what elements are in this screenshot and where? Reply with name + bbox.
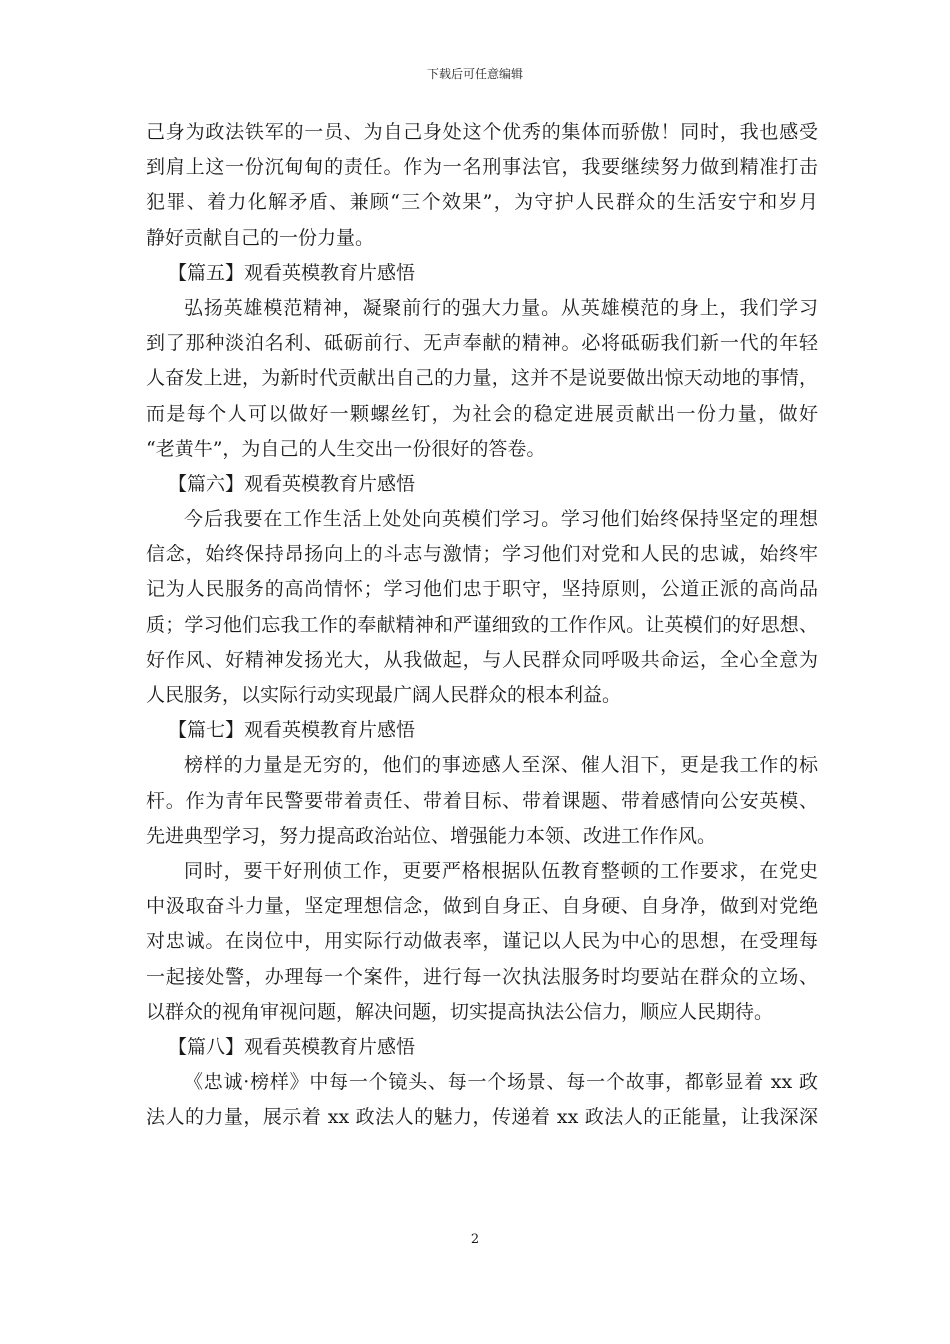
text-line: “老黄牛”，为自己的人生交出一份很好的答卷。 (146, 437, 546, 460)
text-line: 质；学习他们忘我工作的奉献精神和严谨细致的工作作风。让英模们的好思想、 (146, 613, 818, 636)
document-body (146, 115, 818, 1135)
text-line: 对忠诚。在岗位中，用实际行动做表率，谨记以人民为中心的思想，在受理每 (146, 930, 818, 953)
section-heading: 【篇八】观看英模教育片感悟 (168, 1035, 416, 1058)
text-line: 人民服务，以实际行动实现最广阔人民群众的根本利益。 (146, 684, 622, 706)
text-line: 法人的力量，展示着 xx 政法人的魅力，传递着 xx 政法人的正能量，让我深深 (146, 1106, 818, 1129)
text-line: 以群众的视角审视问题，解决问题，切实提高执法公信力，顺应人民期待。 (146, 1000, 774, 1023)
text-line: 到了那种淡泊名利、砥砺前行、无声奉献的精神。必将砥砺我们新一代的年轻 (146, 332, 818, 355)
text-line: 中汲取奋斗力量，坚定理想信念，做到自身正、自身硬、自身净，做到对党绝 (146, 895, 818, 918)
text-line: 人奋发上进，为新时代贡献出自己的力量，这并不是说要做出惊天动地的事情， (146, 367, 818, 390)
text-line: 静好贡献自己的一份力量。 (146, 226, 375, 249)
text-line: 同时，要干好刑侦工作，更要严格根据队伍教育整顿的工作要求，在党史 (184, 859, 818, 882)
text-line: 犯罪、着力化解矛盾、兼顾“三个效果”，为守护人民群众的生活安宁和岁月 (146, 191, 818, 214)
text-line: 弘扬英雄模范精神，凝聚前行的强大力量。从英雄模范的身上，我们学习 (184, 296, 818, 319)
text-line: 记为人民服务的高尚情怀；学习他们忠于职守，坚持原则，公道正派的高尚品 (146, 578, 818, 601)
page-number: 2 (470, 1232, 480, 1247)
text-line: 信念，始终保持昂扬向上的斗志与激情；学习他们对党和人民的忠诚，始终牢 (146, 543, 818, 566)
text-line: 今后我要在工作生活上处处向英模们学习。学习他们始终保持坚定的理想 (184, 508, 818, 531)
text-line: 到肩上这一份沉甸甸的责任。作为一名刑事法官，我要继续努力做到精准打击 (146, 156, 818, 179)
text-line: 而是每个人可以做好一颗螺丝钉，为社会的稳定进展贡献出一份力量，做好 (146, 402, 818, 425)
section-heading: 【篇七】观看英模教育片感悟 (168, 719, 416, 742)
text-line: 《忠诚·榜样》中每一个镜头、每一个场景、每一个故事，都彰显着 xx 政 (184, 1071, 818, 1094)
section-heading: 【篇五】观看英模教育片感悟 (168, 261, 416, 284)
page-header: 下载后可任意编辑 (426, 67, 523, 81)
text-line: 榜样的力量是无穷的，他们的事迹感人至深、催人泪下，更是我工作的标 (184, 754, 818, 777)
section-heading: 【篇六】观看英模教育片感悟 (168, 472, 416, 495)
text-line: 好作风、好精神发扬光大，从我做起，与人民群众同呼吸共命运，全心全意为 (146, 648, 818, 671)
text-line: 先进典型学习，努力提高政治站位、增强能力本领、改进工作作风。 (146, 824, 717, 847)
text-line: 己身为政法铁军的一员、为自己身处这个优秀的集体而骄傲！同时，我也感受 (146, 121, 818, 143)
text-line: 一起接处警，办理每一个案件，进行每一次执法服务时均要站在群众的立场、 (146, 965, 818, 988)
text-line: 杆。作为青年民警要带着责任、带着目标、带着课题、带着感情向公安英模、 (146, 789, 818, 812)
